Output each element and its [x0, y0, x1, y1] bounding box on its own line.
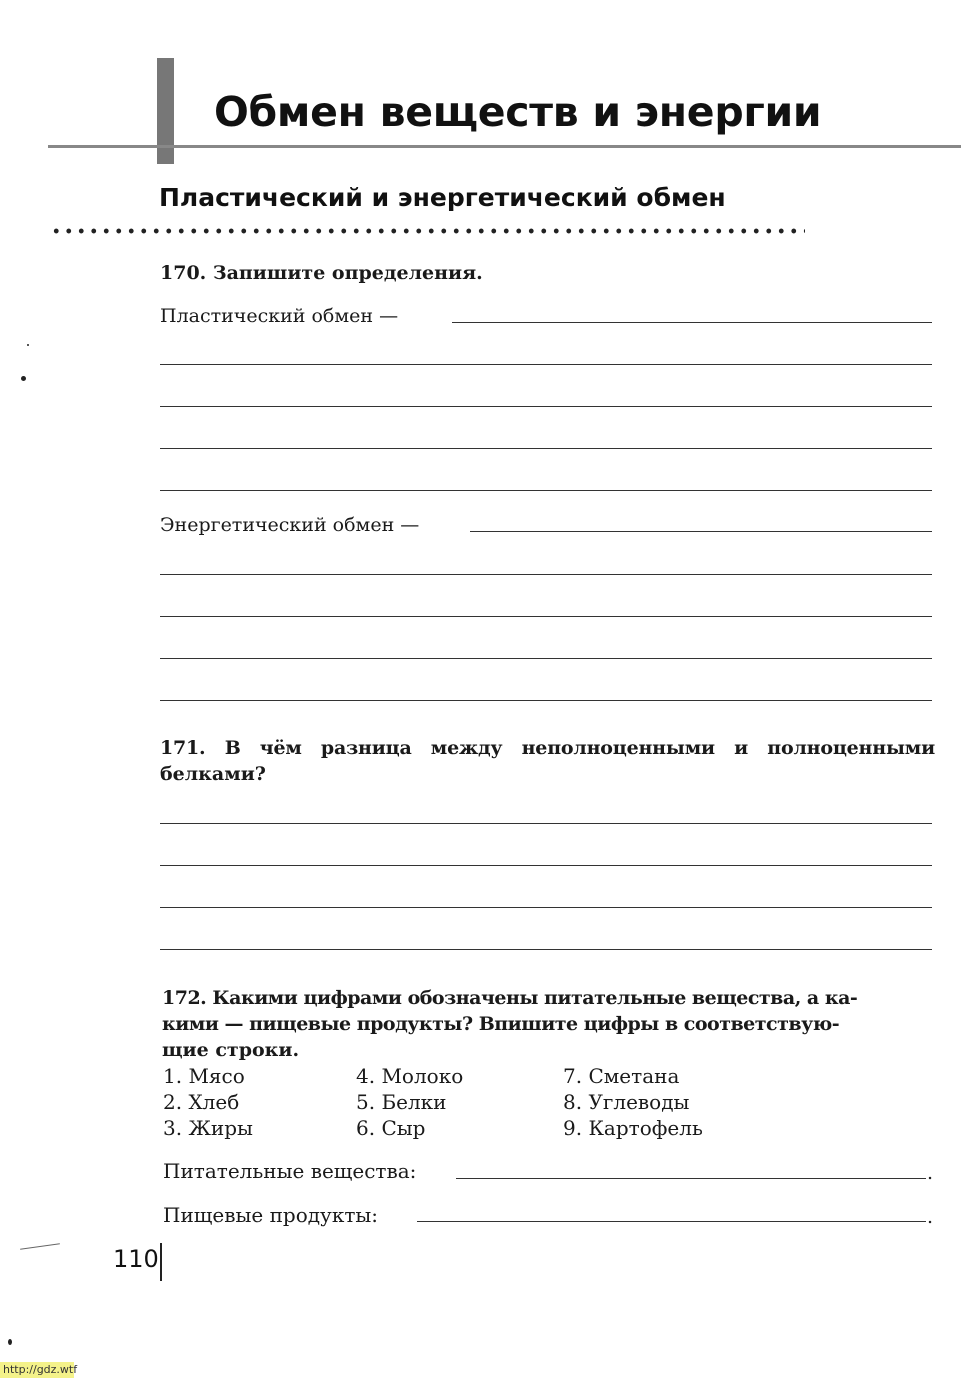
answer-line[interactable] [160, 865, 932, 866]
task-172-heading-line3: щие строки. [162, 1039, 300, 1061]
page-number-bracket [160, 1243, 162, 1281]
answer-line[interactable] [160, 658, 932, 659]
answer-line[interactable] [160, 907, 932, 908]
answer-line[interactable] [160, 364, 932, 365]
list-item: 5. Белки [356, 1090, 447, 1114]
answer-line[interactable] [160, 574, 932, 575]
list-item: 3. Жиры [163, 1116, 253, 1140]
answer-line[interactable] [160, 949, 932, 950]
list-item: 2. Хлеб [163, 1090, 240, 1114]
scan-artifact [20, 1243, 60, 1250]
scan-speck [27, 344, 29, 346]
watermark-link[interactable]: http://gdz.wtf [0, 1362, 74, 1378]
list-item: 7. Сметана [563, 1064, 680, 1088]
answer-line[interactable] [160, 823, 932, 824]
task-171-heading-line2: белками? [160, 763, 266, 785]
scan-speck [8, 1339, 12, 1345]
scan-speck [21, 376, 26, 381]
list-item: 1. Мясо [163, 1064, 245, 1088]
end-mark: . [927, 1162, 934, 1184]
nutrients-answer-line[interactable] [456, 1178, 926, 1179]
task-170-heading: 170. Запишите определения. [160, 262, 483, 284]
page-number: 110 [113, 1245, 159, 1273]
list-item: 8. Углеводы [563, 1090, 690, 1114]
end-mark: . [927, 1206, 934, 1228]
answer-line[interactable] [160, 490, 932, 491]
answer-line[interactable] [160, 448, 932, 449]
products-label: Пищевые продукты: [163, 1203, 379, 1227]
section-title: Пластический и энергетический обмен [159, 183, 726, 212]
answer-line[interactable] [452, 322, 932, 323]
chapter-side-bar [157, 58, 174, 164]
task-171-heading-line1: 171. В чём разница между неполноценными и полноценными [160, 737, 935, 759]
answer-line[interactable] [160, 616, 932, 617]
answer-line[interactable] [160, 406, 932, 407]
task-172-heading-line1: 172. Какими цифрами обозначены питательные вещества, а ка- [162, 987, 858, 1009]
answer-line[interactable] [470, 531, 932, 532]
dotted-divider [50, 228, 805, 234]
plastic-exchange-label: Пластический обмен — [160, 305, 399, 327]
list-item: 4. Молоко [356, 1064, 464, 1088]
answer-line[interactable] [160, 700, 932, 701]
task-172-heading-line2: кими — пищевые продукты? Впишите цифры в соответствую- [162, 1013, 840, 1035]
energy-exchange-label: Энергетический обмен — [160, 514, 420, 536]
chapter-title-rule [48, 145, 961, 148]
nutrients-label: Питательные вещества: [163, 1159, 417, 1183]
products-answer-line[interactable] [417, 1221, 926, 1222]
chapter-title: Обмен веществ и энергии [214, 88, 822, 136]
list-item: 9. Картофель [563, 1116, 703, 1140]
list-item: 6. Сыр [356, 1116, 426, 1140]
